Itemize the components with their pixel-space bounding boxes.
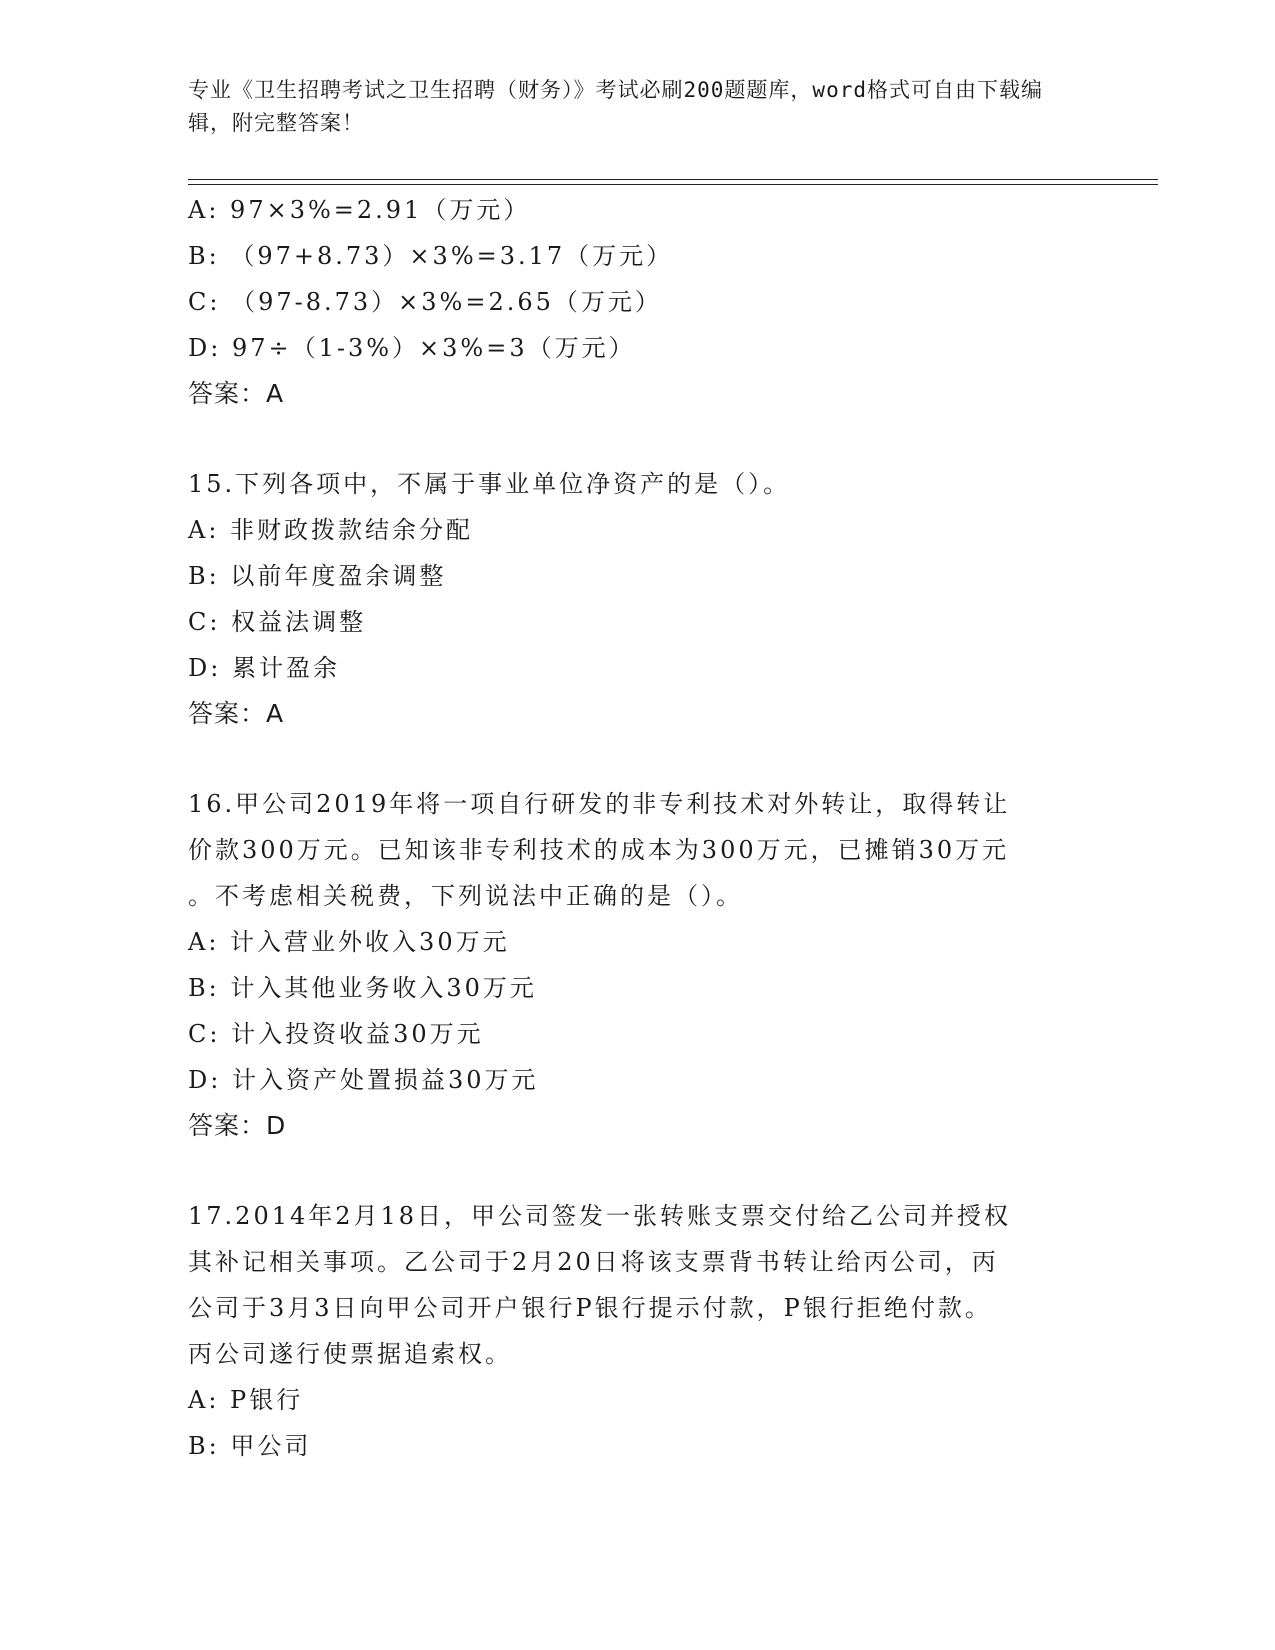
option-c: C: （97-8.73）×3%=2.65（万元） — [188, 288, 662, 316]
option-c: C: 计入投资收益30万元 — [188, 1020, 484, 1048]
option-d: D: 累计盈余 — [188, 654, 340, 682]
question-content — [188, 187, 1088, 1469]
option-a: A: 计入营业外收入30万元 — [188, 928, 510, 956]
answer: 答案：D — [188, 1111, 287, 1140]
option-a: A: P银行 — [188, 1386, 304, 1414]
answer: 答案：A — [188, 699, 285, 728]
question-17 — [188, 1193, 1088, 1469]
option-b: B: （97+8.73）×3%=3.17（万元） — [188, 242, 674, 270]
option-d: D: 计入资产处置损益30万元 — [188, 1066, 539, 1094]
option-b: B: 甲公司 — [188, 1432, 312, 1460]
spacer — [188, 417, 1088, 461]
question-15 — [188, 461, 1088, 737]
header-divider-top — [188, 179, 1158, 180]
question-text-line: 公司于3月3日向甲公司开户银行P银行提示付款，P银行拒绝付款。 — [188, 1294, 992, 1322]
question-text-line: 。不考虑相关税费，下列说法中正确的是（）。 — [188, 882, 743, 910]
spacer — [188, 737, 1088, 781]
answer: 答案：A — [188, 379, 285, 408]
question-16 — [188, 781, 1088, 1149]
option-a: A: 非财政拨款结余分配 — [188, 516, 474, 544]
option-d: D: 97÷（1-3%）×3%=3（万元） — [188, 334, 636, 362]
question-text-line: 丙公司遂行使票据追索权。 — [188, 1340, 512, 1368]
option-b: B: 以前年度盈余调整 — [188, 562, 447, 590]
option-c: C: 权益法调整 — [188, 608, 367, 636]
question-text: 15.下列各项中，不属于事业单位净资产的是（）。 — [188, 470, 791, 498]
question-text-line: 价款300万元。已知该非专利技术的成本为300万元，已摊销30万元 — [188, 836, 1010, 864]
header-divider-bottom — [188, 184, 1158, 185]
option-b: B: 计入其他业务收入30万元 — [188, 974, 537, 1002]
option-a: A: 97×3%=2.91（万元） — [188, 196, 531, 224]
question-text-line: 17.2014年2月18日，甲公司签发一张转账支票交付给乙公司并授权 — [188, 1202, 1012, 1230]
question-14 — [188, 187, 1088, 417]
spacer — [188, 1149, 1088, 1193]
question-text-line: 其补记相关事项。乙公司于2月20日将该支票背书转让给丙公司，丙 — [188, 1248, 999, 1276]
question-text-line: 16.甲公司2019年将一项自行研发的非专利技术对外转让，取得转让 — [188, 790, 1011, 818]
document-header: 专业《卫生招聘考试之卫生招聘（财务）》考试必刷200题题库，word格式可自由下载编辑，附完整答案！ — [188, 78, 1043, 135]
